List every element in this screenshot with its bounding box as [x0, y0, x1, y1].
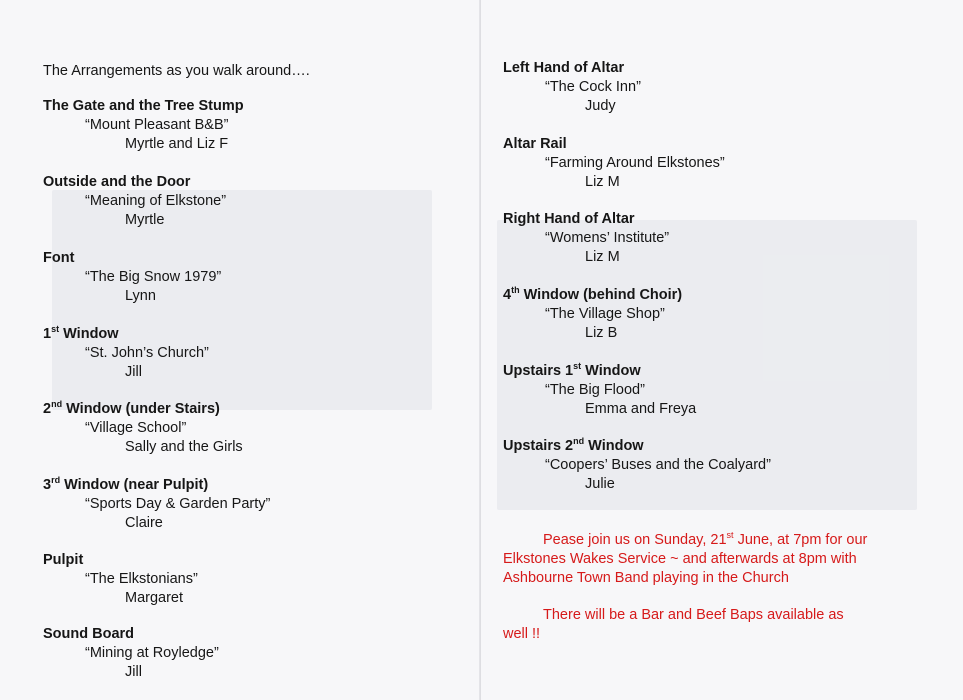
notice-line: Elkstones Wakes Service ~ and afterwards at 8pm with: [503, 551, 857, 567]
arrangement-item: [43, 173, 226, 230]
item-heading: 4th Window (behind Choir): [503, 285, 683, 303]
item-people: Liz M: [585, 249, 620, 265]
item-title: “The Village Shop”: [545, 306, 665, 322]
arrangement-item: [43, 325, 209, 382]
item-title: “Womens’ Institute”: [545, 230, 670, 246]
item-people: Emma and Freya: [585, 401, 697, 417]
item-title: “Farming Around Elkstones”: [545, 155, 725, 171]
item-people: Myrtle and Liz F: [125, 136, 229, 152]
item-title: “Coopers’ Buses and the Coalyard”: [545, 457, 771, 473]
arrangement-item: [503, 437, 771, 494]
item-people: Lynn: [125, 288, 156, 304]
item-heading: 1st Window: [43, 324, 119, 342]
arrangement-item: [503, 210, 669, 267]
item-heading: Right Hand of Altar: [503, 211, 635, 227]
item-heading: Outside and the Door: [43, 174, 191, 190]
intro-text: The Arrangements as you walk around….: [43, 63, 310, 79]
item-people: Judy: [585, 98, 616, 114]
item-title: “Sports Day & Garden Party”: [85, 496, 271, 512]
arrangement-item: [43, 97, 244, 154]
item-people: Margaret: [125, 590, 184, 606]
arrangement-item: [503, 135, 725, 192]
item-title: “The Cock Inn”: [545, 79, 641, 95]
item-heading: Pulpit: [43, 552, 84, 568]
refreshments-notice: [503, 606, 844, 644]
item-title: “Village School”: [85, 420, 187, 436]
arrangement-item: [43, 249, 221, 306]
item-heading: Font: [43, 250, 75, 266]
item-title: “The Big Flood”: [545, 382, 645, 398]
arrangement-item: [43, 400, 243, 457]
notice-line: There will be a Bar and Beef Baps available as: [543, 607, 844, 623]
event-notice: [503, 531, 867, 588]
left-page: [0, 0, 480, 700]
item-people: Julie: [585, 476, 615, 492]
item-people: Jill: [125, 364, 142, 380]
item-heading: Upstairs 2nd Window: [503, 436, 644, 454]
item-title: “The Big Snow 1979”: [85, 269, 222, 285]
item-title: “St. John’s Church”: [85, 345, 209, 361]
item-title: “Meaning of Elkstone”: [85, 193, 227, 209]
notice-line: well !!: [503, 626, 541, 642]
arrangement-item: [503, 362, 696, 419]
arrangement-item: [503, 286, 682, 343]
item-title: “The Elkstonians”: [85, 571, 198, 587]
item-title: “Mount Pleasant B&B”: [85, 117, 229, 133]
item-heading: Altar Rail: [503, 136, 567, 152]
item-heading: Sound Board: [43, 626, 135, 642]
arrangement-item: [503, 59, 641, 116]
item-people: Liz B: [585, 325, 618, 341]
item-heading: Left Hand of Altar: [503, 60, 625, 76]
item-heading: Upstairs 1st Window: [503, 361, 641, 379]
item-heading: 2nd Window (under Stairs): [43, 399, 220, 417]
item-people: Jill: [125, 664, 142, 680]
right-page: [481, 0, 963, 700]
notice-line: Pease join us on Sunday, 21st June, at 7pm for our: [543, 530, 868, 548]
item-heading: The Gate and the Tree Stump: [43, 98, 244, 114]
item-title: “Mining at Royledge”: [85, 645, 219, 661]
arrangement-item: [43, 551, 198, 608]
arrangement-item: [43, 476, 270, 533]
item-people: Claire: [125, 515, 163, 531]
notice-line: Ashbourne Town Band playing in the Church: [503, 570, 789, 586]
item-people: Liz M: [585, 174, 620, 190]
item-people: Sally and the Girls: [125, 439, 243, 455]
item-heading: 3rd Window (near Pulpit): [43, 475, 209, 493]
item-people: Myrtle: [125, 212, 165, 228]
arrangement-item: [43, 625, 219, 682]
